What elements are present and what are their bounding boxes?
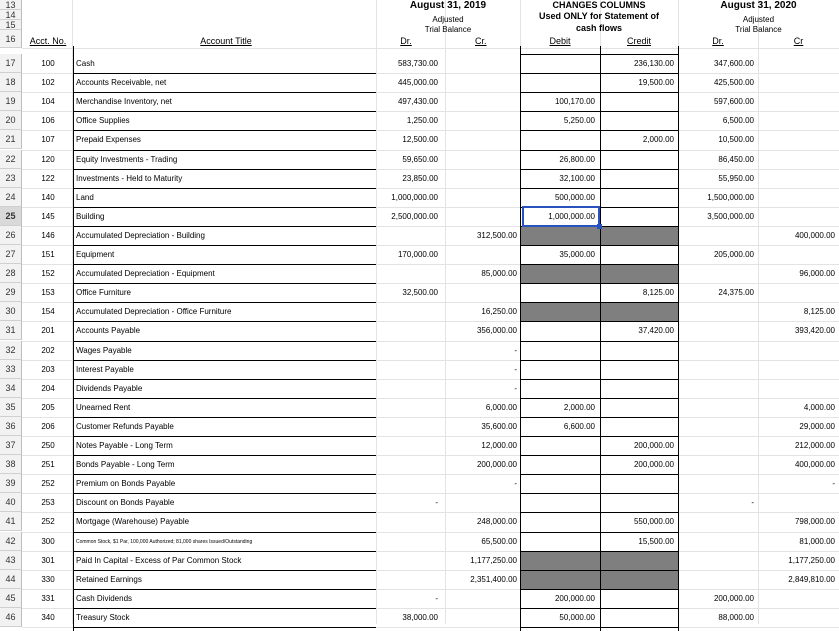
acct-no-cell[interactable]: 153 bbox=[41, 288, 55, 298]
acct-no-cell[interactable]: 100 bbox=[41, 59, 55, 68]
cr-2019-cell[interactable]: 356,000.00 bbox=[476, 326, 517, 336]
column-border bbox=[600, 46, 601, 631]
row-border bbox=[73, 150, 376, 151]
cr-2020-cell[interactable]: 96,000.00 bbox=[799, 269, 835, 279]
header-2019-adjusted: Adjusted bbox=[432, 15, 464, 24]
account-title-cell[interactable]: Equipment bbox=[76, 250, 115, 259]
cr-2020-cell[interactable]: 400,000.00 bbox=[794, 230, 835, 240]
row-border bbox=[520, 264, 678, 265]
debit-change-cell[interactable]: 100,170.00 bbox=[554, 97, 595, 107]
acct-no-cell[interactable]: 252 bbox=[41, 479, 55, 489]
header-dr-2020: Dr. bbox=[712, 36, 724, 46]
account-title-cell[interactable]: Prepaid Expenses bbox=[76, 135, 141, 145]
row-border bbox=[73, 283, 376, 284]
cr-2019-cell[interactable]: 200,000.00 bbox=[476, 460, 517, 470]
cr-2020-cell[interactable]: - bbox=[832, 479, 835, 489]
account-title-cell[interactable]: Paid In Capital - Excess of Par Common Stock bbox=[76, 555, 242, 565]
account-title-cell[interactable]: Investments - Held to Maturity bbox=[76, 173, 183, 183]
credit-change-cell[interactable]: 8,125.00 bbox=[642, 288, 674, 298]
row-border bbox=[73, 436, 376, 437]
row-border bbox=[520, 169, 678, 170]
acct-no-cell[interactable]: 340 bbox=[41, 612, 55, 622]
cr-2020-cell[interactable]: 798,000.00 bbox=[794, 517, 835, 527]
row-border bbox=[73, 245, 376, 246]
header-changes-title: CHANGES COLUMNS bbox=[552, 0, 646, 10]
account-title-cell[interactable]: Accumulated Depreciation - Equipment bbox=[76, 269, 215, 279]
acct-no-cell[interactable]: 154 bbox=[41, 307, 55, 317]
acct-no-cell[interactable]: 203 bbox=[41, 364, 55, 374]
row-header-21[interactable]: 21 bbox=[0, 130, 22, 149]
row-border bbox=[73, 264, 376, 265]
row-header-19[interactable]: 19 bbox=[0, 92, 22, 111]
debit-change-cell[interactable]: 50,000.00 bbox=[559, 612, 595, 622]
row-header-13[interactable]: 13 bbox=[0, 0, 22, 10]
cr-2020-cell[interactable]: 81,000.00 bbox=[799, 536, 835, 546]
row-border bbox=[73, 570, 376, 571]
row-header-15[interactable]: 15 bbox=[0, 20, 22, 30]
account-title-cell[interactable]: Premium on Bonds Payable bbox=[76, 479, 176, 489]
dr-2020-cell[interactable]: 205,000.00 bbox=[713, 250, 754, 259]
cr-2019-cell[interactable]: 1,177,250.00 bbox=[470, 555, 517, 565]
account-title-cell[interactable]: Treasury Stock bbox=[76, 612, 130, 622]
dr-2020-cell[interactable]: 200,000.00 bbox=[713, 593, 754, 603]
row-border bbox=[73, 111, 376, 112]
row-border bbox=[73, 512, 376, 513]
row-border bbox=[73, 360, 376, 361]
credit-change-cell[interactable]: 200,000.00 bbox=[633, 460, 674, 470]
row-border bbox=[520, 73, 678, 74]
dr-2019-cell[interactable]: 170,000.00 bbox=[397, 250, 438, 259]
row-border bbox=[520, 150, 678, 151]
acct-no-cell[interactable]: 122 bbox=[41, 173, 55, 183]
dr-2020-cell[interactable]: 1,500,000.00 bbox=[707, 192, 754, 202]
acct-no-cell[interactable]: 300 bbox=[41, 536, 55, 546]
row-header-34[interactable]: 34 bbox=[0, 379, 22, 398]
row-border bbox=[73, 627, 376, 628]
row-header-41[interactable]: 41 bbox=[0, 512, 22, 531]
row-border bbox=[73, 398, 376, 399]
row-border bbox=[73, 188, 376, 189]
acct-no-cell[interactable]: 201 bbox=[41, 326, 55, 336]
row-border bbox=[520, 589, 678, 590]
row-header-35[interactable]: 35 bbox=[0, 398, 22, 417]
acct-no-cell[interactable]: 107 bbox=[41, 135, 55, 145]
row-border bbox=[73, 417, 376, 418]
dr-2020-cell[interactable]: 597,600.00 bbox=[713, 97, 754, 107]
header-credit: Credit bbox=[626, 36, 651, 46]
debit-change-cell[interactable]: 32,100.00 bbox=[559, 173, 595, 183]
row-border bbox=[73, 589, 376, 590]
header-cr-2019: Cr. bbox=[475, 36, 487, 46]
account-title-cell[interactable]: Cash bbox=[76, 59, 95, 68]
cr-2020-cell[interactable]: 212,000.00 bbox=[794, 441, 835, 450]
account-title-cell[interactable]: Notes Payable - Long Term bbox=[76, 441, 173, 450]
row-header-30[interactable]: 30 bbox=[0, 302, 22, 321]
header-2020-trial-balance: Trial Balance bbox=[735, 25, 782, 34]
header-dr-2019: Dr. bbox=[400, 36, 412, 46]
row-border bbox=[520, 130, 678, 131]
dr-2020-cell[interactable]: 6,500.00 bbox=[722, 116, 754, 126]
row-border bbox=[73, 130, 376, 131]
cr-2020-cell[interactable]: 1,177,250.00 bbox=[788, 555, 835, 565]
row-header-40[interactable]: 40 bbox=[0, 493, 22, 512]
acct-no-cell[interactable]: 205 bbox=[41, 402, 55, 412]
row-header-46[interactable]: 46 bbox=[0, 608, 22, 627]
debit-change-cell[interactable]: 200,000.00 bbox=[554, 593, 595, 603]
acct-no-cell[interactable]: 151 bbox=[41, 250, 55, 259]
acct-no-cell[interactable]: 145 bbox=[41, 211, 55, 221]
row-header-37[interactable]: 37 bbox=[0, 436, 22, 455]
account-title-cell[interactable]: Accumulated Depreciation - Building bbox=[76, 230, 205, 240]
row-border bbox=[520, 92, 678, 93]
account-title-cell[interactable]: Accounts Receivable, net bbox=[76, 78, 167, 88]
acct-no-cell[interactable]: 146 bbox=[41, 230, 55, 240]
dr-2019-cell[interactable]: - bbox=[435, 498, 438, 508]
credit-change-cell[interactable]: 37,420.00 bbox=[638, 326, 674, 336]
acct-no-cell[interactable]: 331 bbox=[41, 593, 55, 603]
dr-2019-cell[interactable]: 32,500.00 bbox=[402, 288, 438, 298]
account-title-cell[interactable]: Interest Payable bbox=[76, 364, 134, 374]
dr-2019-cell[interactable]: - bbox=[435, 593, 438, 603]
account-title-cell[interactable]: Common Stock, $1 Par, 100,000 Authorized; 81,000 shares Issued/Outstanding bbox=[76, 538, 253, 545]
cr-2019-cell[interactable]: 2,351,400.00 bbox=[470, 574, 517, 584]
row-border bbox=[73, 551, 376, 552]
credit-change-cell[interactable]: 19,500.00 bbox=[638, 78, 674, 88]
row-border bbox=[520, 493, 678, 494]
row-header-29[interactable]: 29 bbox=[0, 283, 22, 302]
acct-no-cell[interactable]: 106 bbox=[41, 116, 55, 126]
row-border bbox=[520, 341, 678, 342]
row-border bbox=[520, 188, 678, 189]
acct-no-cell[interactable]: 102 bbox=[41, 78, 55, 88]
row-border bbox=[73, 302, 376, 303]
account-title-cell[interactable]: Cash Dividends bbox=[76, 593, 133, 603]
row-header-23[interactable]: 23 bbox=[0, 169, 22, 188]
row-header-18[interactable]: 18 bbox=[0, 73, 22, 92]
dr-2019-cell[interactable]: 497,430.00 bbox=[397, 97, 438, 107]
debit-change-cell[interactable]: 1,000,000.00 bbox=[548, 211, 595, 221]
debit-change-cell[interactable]: 35,000.00 bbox=[559, 250, 595, 259]
header-debit: Debit bbox=[549, 36, 571, 46]
header-date-2020: August 31, 2020 bbox=[720, 0, 797, 11]
account-title-cell[interactable]: Customer Refunds Payable bbox=[76, 421, 174, 431]
header-acct-no: Acct. No. bbox=[29, 36, 67, 46]
row-header-38[interactable]: 38 bbox=[0, 455, 22, 474]
debit-change-cell[interactable]: 2,000.00 bbox=[563, 402, 595, 412]
dr-2020-cell[interactable]: - bbox=[751, 498, 754, 508]
acct-no-cell[interactable]: 152 bbox=[41, 269, 55, 279]
column-border bbox=[520, 46, 521, 631]
header-account-title: Account Title bbox=[200, 36, 252, 46]
dr-2019-cell[interactable]: 1,000,000.00 bbox=[391, 192, 438, 202]
cr-2020-cell[interactable]: 393,420.00 bbox=[794, 326, 835, 336]
cr-2020-cell[interactable]: 2,849,810.00 bbox=[788, 574, 835, 584]
acct-no-cell[interactable]: 202 bbox=[41, 345, 55, 355]
dr-2019-cell[interactable]: 2,500,000.00 bbox=[391, 211, 438, 221]
dr-2019-cell[interactable]: 12,500.00 bbox=[402, 135, 438, 145]
cr-2019-cell[interactable]: - bbox=[514, 345, 517, 355]
acct-no-cell[interactable]: 251 bbox=[41, 460, 55, 470]
header-2020-adjusted: Adjusted bbox=[742, 15, 775, 24]
credit-change-cell[interactable]: 15,500.00 bbox=[638, 536, 674, 546]
row-header-16[interactable]: 16 bbox=[0, 30, 22, 48]
account-title-cell[interactable]: Accounts Payable bbox=[76, 326, 141, 336]
dr-2020-cell[interactable]: 88,000.00 bbox=[718, 612, 754, 622]
header-changes-subtitle: Used ONLY for Statement of bbox=[538, 11, 660, 21]
account-title-cell[interactable]: Equity Investments - Trading bbox=[76, 154, 178, 164]
row-header-17[interactable]: 17 bbox=[0, 54, 22, 73]
header-date-2019: August 31, 2019 bbox=[409, 0, 487, 11]
credit-change-cell[interactable]: 550,000.00 bbox=[633, 517, 674, 527]
acct-no-cell[interactable]: 120 bbox=[41, 154, 55, 164]
row-border bbox=[520, 54, 678, 55]
account-title-cell[interactable]: Merchandise Inventory, net bbox=[76, 97, 172, 107]
header-2019-trial-balance: Trial Balance bbox=[424, 25, 472, 34]
acct-no-cell[interactable]: 301 bbox=[41, 555, 55, 565]
row-border bbox=[73, 341, 376, 342]
row-header-14[interactable]: 14 bbox=[0, 10, 22, 20]
row-border bbox=[520, 417, 678, 418]
cr-2019-cell[interactable]: 16,250.00 bbox=[481, 307, 517, 317]
acct-no-cell[interactable]: 252 bbox=[41, 517, 55, 527]
row-header-43[interactable]: 43 bbox=[0, 551, 22, 570]
row-border bbox=[73, 226, 376, 227]
acct-no-cell[interactable]: 253 bbox=[41, 498, 55, 508]
row-header-45[interactable]: 45 bbox=[0, 589, 22, 608]
row-header-32[interactable]: 32 bbox=[0, 341, 22, 360]
row-border bbox=[73, 455, 376, 456]
row-border bbox=[73, 493, 376, 494]
dr-2019-cell[interactable]: 38,000.00 bbox=[402, 612, 438, 622]
acct-no-cell[interactable]: 206 bbox=[41, 421, 55, 431]
row-border bbox=[520, 245, 678, 246]
account-title-cell[interactable]: Retained Earnings bbox=[76, 574, 142, 584]
account-title-cell[interactable]: Unearned Rent bbox=[76, 402, 131, 412]
account-title-cell[interactable]: Bonds Payable - Long Term bbox=[76, 460, 175, 470]
row-border bbox=[520, 283, 678, 284]
row-border bbox=[520, 436, 678, 437]
acct-no-cell[interactable]: 330 bbox=[41, 574, 55, 584]
row-header-24[interactable]: 24 bbox=[0, 188, 22, 207]
row-border bbox=[520, 302, 678, 303]
row-border bbox=[520, 455, 678, 456]
column-border bbox=[73, 46, 74, 631]
debit-change-cell[interactable]: 6,600.00 bbox=[563, 421, 595, 431]
dr-2020-cell[interactable]: 55,950.00 bbox=[718, 173, 754, 183]
dr-2019-cell[interactable]: 583,730.00 bbox=[397, 59, 438, 68]
row-border bbox=[520, 512, 678, 513]
row-header-44[interactable]: 44 bbox=[0, 570, 22, 589]
dr-2020-cell[interactable]: 24,375.00 bbox=[718, 288, 754, 298]
debit-change-cell[interactable]: 26,800.00 bbox=[559, 154, 595, 164]
row-border bbox=[520, 570, 678, 571]
row-header-20[interactable]: 20 bbox=[0, 111, 22, 130]
cr-2019-cell[interactable]: 85,000.00 bbox=[481, 269, 517, 279]
selected-cell[interactable] bbox=[522, 206, 600, 227]
debit-change-cell[interactable]: 5,250.00 bbox=[563, 116, 595, 126]
dr-2019-cell[interactable]: 445,000.00 bbox=[397, 78, 438, 88]
row-border bbox=[520, 398, 678, 399]
row-border bbox=[73, 532, 376, 533]
row-header-26[interactable]: 26 bbox=[0, 226, 22, 245]
acct-no-cell[interactable]: 204 bbox=[41, 383, 55, 393]
row-border bbox=[73, 379, 376, 380]
cr-2019-cell[interactable]: 35,600.00 bbox=[481, 421, 517, 431]
dr-2020-cell[interactable]: 347,600.00 bbox=[713, 59, 754, 68]
row-header-22[interactable]: 22 bbox=[0, 150, 22, 169]
cr-2019-cell[interactable]: 12,000.00 bbox=[481, 441, 517, 450]
acct-no-cell[interactable]: 250 bbox=[41, 441, 55, 450]
row-border bbox=[520, 627, 678, 628]
row-border bbox=[73, 474, 376, 475]
cr-2019-cell[interactable]: 248,000.00 bbox=[476, 517, 517, 527]
account-title-cell[interactable]: Office Furniture bbox=[76, 288, 131, 298]
row-border bbox=[73, 608, 376, 609]
row-header-39[interactable]: 39 bbox=[0, 474, 22, 493]
account-title-cell[interactable]: Land bbox=[76, 192, 94, 202]
dr-2019-cell[interactable]: 1,250.00 bbox=[406, 116, 438, 126]
row-border bbox=[520, 551, 678, 552]
cr-2019-cell[interactable]: - bbox=[514, 479, 517, 489]
account-title-cell[interactable]: Office Supplies bbox=[76, 116, 130, 126]
row-border bbox=[73, 207, 376, 208]
cr-2020-cell[interactable]: 29,000.00 bbox=[799, 421, 835, 431]
row-border bbox=[73, 321, 376, 322]
cr-2019-cell[interactable]: - bbox=[514, 364, 517, 374]
account-title-cell[interactable]: Mortgage (Warehouse) Payable bbox=[76, 517, 190, 527]
row-border bbox=[520, 321, 678, 322]
debit-change-cell[interactable]: 500,000.00 bbox=[554, 192, 595, 202]
row-border bbox=[520, 360, 678, 361]
header-bottom-line bbox=[22, 48, 839, 49]
column-border bbox=[678, 46, 679, 631]
row-border bbox=[520, 379, 678, 380]
acct-no-cell[interactable]: 104 bbox=[41, 97, 55, 107]
row-header-33[interactable]: 33 bbox=[0, 360, 22, 379]
row-header-31[interactable]: 31 bbox=[0, 321, 22, 340]
cr-2019-cell[interactable]: 312,500.00 bbox=[476, 230, 517, 240]
dr-2019-cell[interactable]: 23,850.00 bbox=[402, 173, 438, 183]
cr-2019-cell[interactable]: 65,500.00 bbox=[481, 536, 517, 546]
row-header-28[interactable]: 28 bbox=[0, 264, 22, 283]
cr-2019-cell[interactable]: - bbox=[514, 383, 517, 393]
row-border bbox=[520, 474, 678, 475]
dr-2020-cell[interactable]: 3,500,000.00 bbox=[707, 211, 754, 221]
cr-2020-cell[interactable]: 8,125.00 bbox=[803, 307, 835, 317]
acct-no-cell[interactable]: 140 bbox=[41, 192, 55, 202]
credit-change-cell[interactable]: 236,130.00 bbox=[633, 59, 674, 68]
account-title-cell[interactable]: Accumulated Depreciation - Office Furniture bbox=[76, 307, 232, 317]
row-border bbox=[73, 92, 376, 93]
cr-2020-cell[interactable]: 400,000.00 bbox=[794, 460, 835, 470]
header-changes-cash-flows: cash flows bbox=[575, 23, 622, 33]
account-title-cell[interactable]: Dividends Payable bbox=[76, 383, 143, 393]
row-border bbox=[73, 169, 376, 170]
credit-change-cell[interactable]: 200,000.00 bbox=[633, 441, 674, 450]
credit-change-cell[interactable]: 2,000.00 bbox=[642, 135, 674, 145]
row-header-42[interactable]: 42 bbox=[0, 532, 22, 551]
row-border bbox=[73, 73, 376, 74]
account-title-cell[interactable]: Wages Payable bbox=[76, 345, 132, 355]
header-cr-2020: Cr bbox=[793, 36, 804, 46]
row-header-36[interactable]: 36 bbox=[0, 417, 22, 436]
dr-2020-cell[interactable]: 86,450.00 bbox=[718, 154, 754, 164]
dr-2020-cell[interactable]: 10,500.00 bbox=[718, 135, 754, 145]
row-border bbox=[520, 111, 678, 112]
account-title-cell[interactable]: Discount on Bonds Payable bbox=[76, 498, 175, 508]
col-divider bbox=[376, 0, 377, 624]
account-title-cell[interactable]: Building bbox=[76, 211, 105, 221]
cr-2019-cell[interactable]: 6,000.00 bbox=[485, 402, 517, 412]
row-border bbox=[520, 532, 678, 533]
dr-2020-cell[interactable]: 425,500.00 bbox=[713, 78, 754, 88]
cr-2020-cell[interactable]: 4,000.00 bbox=[803, 402, 835, 412]
row-header-25[interactable]: 25 bbox=[0, 207, 22, 226]
row-header-27[interactable]: 27 bbox=[0, 245, 22, 264]
fill-handle[interactable] bbox=[597, 224, 602, 229]
dr-2019-cell[interactable]: 59,650.00 bbox=[402, 154, 438, 164]
row-border bbox=[520, 608, 678, 609]
